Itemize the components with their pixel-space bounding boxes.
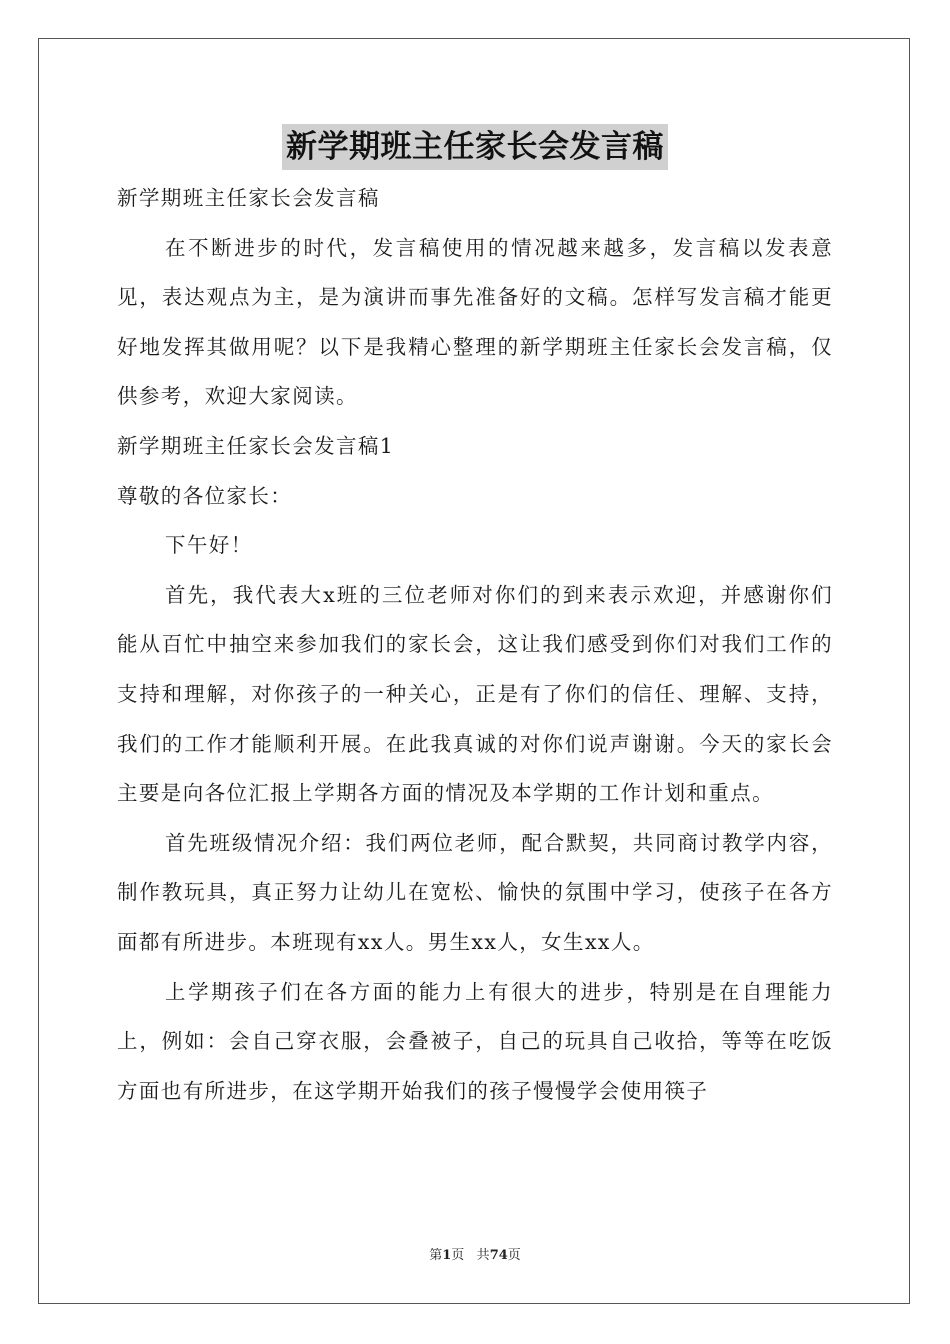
paragraph-welcome: 首先，我代表大x班的三位老师对你们的到来表示欢迎，并感谢你们能从百忙中抽空来参加我们的家长会，这让我们感受到你们对我们工作的支持和理解，对你孩子的一种关心，正是有了你们的信任、理解、支持，我们的工作才能顺利开展。在此我真诚的对你们说声谢谢。今天的家长会主要是向各位汇报上学期各方面的情况及本学期的工作计划和重点。 <box>117 582 833 806</box>
page-suffix: 页 <box>451 1248 465 1263</box>
paragraph-greeting: 下午好！ <box>165 533 253 558</box>
paragraph-intro: 在不断进步的时代，发言稿使用的情况越来越多，发言稿以发表意见，表达观点为主，是为演讲而事先准备好的文稿。怎样写发言稿才能更好地发挥其做用呢？以下是我精心整理的新学期班主任家长会发言稿，仅供参考，欢迎大家阅读。 <box>117 235 833 409</box>
title-area <box>0 124 950 170</box>
paragraph-progress: 上学期孩子们在各方面的能力上有很大的进步，特别是在自理能力上，例如：会自己穿衣服，会叠被子，自己的玩具自己收拾，等等在吃饭方面也有所进步，在这学期开始我们的孩子慢慢学会使用筷子 <box>117 979 833 1103</box>
document-title: 新学期班主任家长会发言稿 <box>282 124 668 170</box>
page-footer <box>0 1246 950 1266</box>
total-prefix: 共 <box>476 1248 490 1263</box>
document-body <box>117 174 833 1116</box>
page-prefix: 第 <box>429 1248 443 1263</box>
total-suffix: 页 <box>507 1248 521 1263</box>
page-total: 74 <box>489 1248 508 1263</box>
paragraph-section-heading: 新学期班主任家长会发言稿1 <box>117 433 395 458</box>
paragraph-class-intro: 首先班级情况介绍：我们两位老师，配合默契，共同商讨教学内容，制作教玩具，真正努力让幼儿在宽松、愉快的氛围中学习，使孩子在各方面都有所进步。本班现有xx人。男生xx人，女生xx人。 <box>117 830 833 954</box>
paragraph-salutation: 尊敬的各位家长： <box>117 483 293 508</box>
paragraph-subtitle: 新学期班主任家长会发言稿 <box>117 186 380 210</box>
page-current: 1 <box>442 1248 452 1263</box>
